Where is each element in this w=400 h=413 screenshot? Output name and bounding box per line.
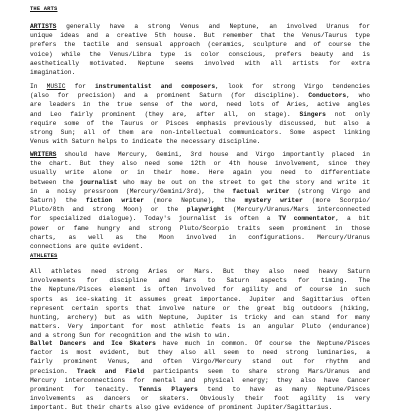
text-line: unique ideas and a creative 5th house. But remember that the Venus/Taurus type [30, 32, 370, 40]
text-line: voice) while the Venus/Libra type is color conscious, prefers beauty and is [30, 50, 370, 58]
text-line: sports as ice-skating it assumes great importance. Jupiter and Sagittarius often [30, 295, 370, 303]
text-line: power or fame hungry and strong Pluto/Scorpio traits seem prominent in those [30, 224, 370, 232]
text-line: for specialized dialogue). Today's journalist is often a TV commentator, a bit [30, 215, 370, 223]
text-line: precision. Track and Field participants seem to share strong Mars/Uranus and [30, 367, 370, 375]
text-line: Pluto/8th and strong Moon) or the playwright (Mercury/Uranus/Mars interconnected [30, 206, 370, 214]
text-line: and Leo fairly prominent (they are, after all, on stage). Singers not only [30, 110, 370, 118]
text-line: Ballet Dancers and Ice Skaters have much in common. Of course the Neptune/Pisces [30, 340, 370, 347]
section-heading-athletes: ATHLETES [30, 253, 58, 259]
text-line: Saturn) the fiction writer (more Neptune), the mystery writer (more Scorpio/ [30, 196, 370, 204]
paragraph-music [30, 82, 370, 146]
text-line: Venus with Saturn helps to indicate the necessary discipline. [30, 138, 261, 146]
text-line: prefers the tactile and sensual approach (ceramics, sculpture and of course the [30, 41, 370, 49]
text-line: hunting, archery) but as with Neptune, Jupiter is tricky and can stand for many [30, 313, 370, 321]
text-line: important. But their charts also give evidence of prominent Jupiter/Sagittarius. [30, 404, 333, 412]
text-line: usually write alone or in their home. Here again you need to differentiate [30, 169, 370, 177]
text-line: factor is most evident, but they also all seem to need strong luminaries, a [30, 349, 370, 357]
text-line: involvements for discipline and Mars to Saturn aspects for timing. The [30, 277, 370, 285]
text-line: and a strong Sun for recognition and the wish to win. [30, 332, 231, 340]
section-heading-the-arts: THE ARTS [30, 6, 58, 12]
text-line: WRITERS should have Mercury, Gemini, 3rd house and Virgo importantly placed in [30, 151, 370, 158]
text-line: (also for precision) and a prominent Saturn (for discipline). Conductors, who [30, 92, 370, 100]
text-line: All athletes need strong Aries or Mars. But they also need heavy Saturn [30, 268, 370, 275]
paragraph-artists [30, 22, 370, 77]
text-line: ARTISTS generally have a strong Venus and Neptune, an involved Uranus for [30, 23, 370, 30]
paragraph-dancers-skaters [30, 339, 370, 413]
paragraph-athletes [30, 267, 370, 341]
paragraph-writers [30, 150, 370, 251]
text-line: imagination. [30, 68, 76, 76]
text-line: aesthetically motivated. Neptune seems involved with all artists for extra [30, 59, 370, 67]
text-line: Mercury interconnections for mental and physical energy; they also have Cancer [30, 376, 370, 384]
text-line: strong Sun; all of them are non-intellectual communicators. Some aspect linking [30, 128, 370, 136]
text-line: involvements as dancers or skaters. Obviously their foot agility is very [30, 395, 370, 403]
text-line: fairly prominent Venus, and often Virgo/Mercury stand out for rhythm and [30, 358, 370, 366]
text-line: require some of the Taurus or Pisces emphasis previously discussed, but also a [30, 119, 370, 127]
text-line: prominent for tenacity. Tennis Players tend to have as many Neptune/Pisces [30, 385, 370, 393]
text-line: are leaders in the true sense of the word, need lots of Aries, active angles [30, 101, 370, 109]
text-line: the chart. But they also need some 12th or 4th house involvement, since they [30, 160, 370, 168]
text-line: in a noisy pressroom (Mercury/Gemini/3rd), the factual writer (strong Virgo and [30, 187, 370, 195]
text-line: charts, as well as the Moon involved in configurations. Mercury/Uranus [30, 233, 370, 241]
text-line: In MUSIC for instrumentalist and composers, look for strong Virgo tendencies [30, 83, 370, 90]
text-line: matters. Very important for most athletic feats is an angular Pluto (endurance) [30, 323, 370, 331]
text-line: between the journalist who may be out on the street to get the story and write it [30, 178, 370, 186]
text-line: connections are quite evident. [30, 242, 144, 250]
text-line: the Neptune/Pisces element is often involved for agility and of course in such [30, 286, 370, 294]
text-line: represent certain sports that involve nature or the great big outdoors (hiking, [30, 304, 370, 312]
